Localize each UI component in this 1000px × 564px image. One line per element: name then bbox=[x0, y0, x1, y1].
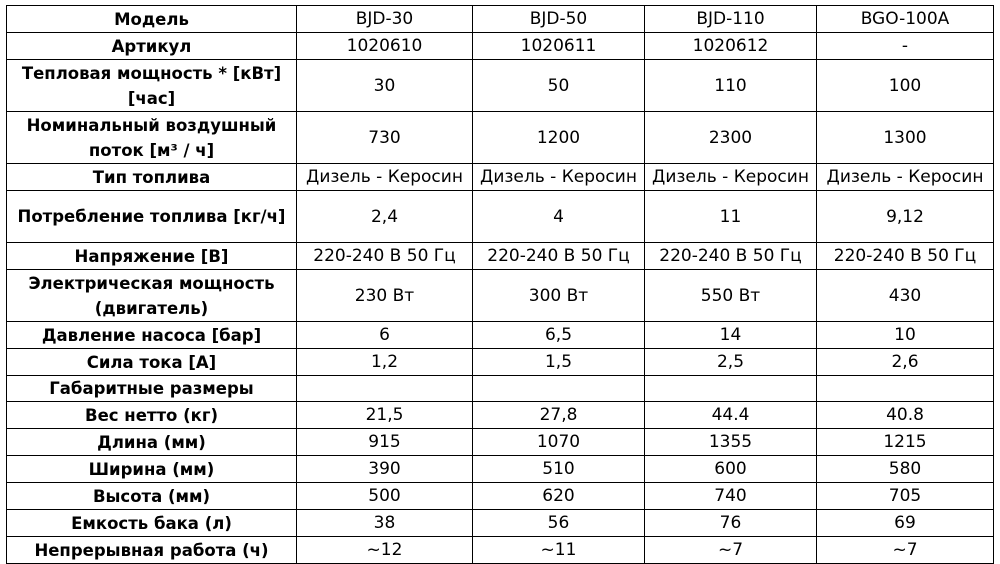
table-row bbox=[7, 191, 994, 243]
table-cell: 580 bbox=[817, 456, 994, 483]
row-label: Сила тока [А] bbox=[7, 349, 297, 376]
table-cell: 14 bbox=[645, 322, 817, 349]
table-cell: 30 bbox=[297, 60, 473, 112]
table-cell: 600 bbox=[645, 456, 817, 483]
table-row bbox=[7, 112, 994, 164]
row-label: Давление насоса [бар] bbox=[7, 322, 297, 349]
table-row bbox=[7, 33, 994, 60]
table-cell: 220-240 В 50 Гц bbox=[645, 243, 817, 270]
table-cell: 1355 bbox=[645, 429, 817, 456]
table-cell: 11 bbox=[645, 191, 817, 243]
row-label: Габаритные размеры bbox=[7, 376, 297, 402]
row-label: Артикул bbox=[7, 33, 297, 60]
specifications-table bbox=[6, 5, 994, 564]
table-cell: Дизель - Керосин bbox=[297, 164, 473, 191]
row-label: Непрерывная работа (ч) bbox=[7, 537, 297, 564]
table-cell: Дизель - Керосин bbox=[645, 164, 817, 191]
table-row bbox=[7, 6, 994, 33]
table-row bbox=[7, 270, 994, 322]
table-cell: ~11 bbox=[473, 537, 645, 564]
table-cell: 500 bbox=[297, 483, 473, 510]
table-row bbox=[7, 456, 994, 483]
table-cell bbox=[297, 376, 473, 402]
table-cell: BJD-30 bbox=[297, 6, 473, 33]
table-cell: 2300 bbox=[645, 112, 817, 164]
table-cell: Дизель - Керосин bbox=[473, 164, 645, 191]
table-cell: 230 Вт bbox=[297, 270, 473, 322]
table-cell bbox=[645, 376, 817, 402]
row-label: Номинальный воздушный поток [м³ / ч] bbox=[7, 112, 297, 164]
table-cell: 220-240 В 50 Гц bbox=[817, 243, 994, 270]
table-cell: 1215 bbox=[817, 429, 994, 456]
table-cell: BJD-110 bbox=[645, 6, 817, 33]
table-cell: - bbox=[817, 33, 994, 60]
table-cell: 705 bbox=[817, 483, 994, 510]
table-cell: 6,5 bbox=[473, 322, 645, 349]
table-cell: 1020610 bbox=[297, 33, 473, 60]
table-row bbox=[7, 243, 994, 270]
table-cell: 430 bbox=[817, 270, 994, 322]
table-cell: BGO-100A bbox=[817, 6, 994, 33]
table-cell: 40.8 bbox=[817, 402, 994, 429]
table-row bbox=[7, 429, 994, 456]
table-cell: 50 bbox=[473, 60, 645, 112]
table-cell: 1020611 bbox=[473, 33, 645, 60]
table-cell: 38 bbox=[297, 510, 473, 537]
table-cell: 2,6 bbox=[817, 349, 994, 376]
table-cell: Дизель - Керосин bbox=[817, 164, 994, 191]
table-cell: 44.4 bbox=[645, 402, 817, 429]
table-cell: 27,8 bbox=[473, 402, 645, 429]
table-row bbox=[7, 60, 994, 112]
table-cell: 510 bbox=[473, 456, 645, 483]
table-cell: 2,5 bbox=[645, 349, 817, 376]
row-label: Электрическая мощность (двигатель) bbox=[7, 270, 297, 322]
table-cell: 100 bbox=[817, 60, 994, 112]
table-cell: 620 bbox=[473, 483, 645, 510]
table-cell: 220-240 В 50 Гц bbox=[473, 243, 645, 270]
table-cell: 1300 bbox=[817, 112, 994, 164]
table-cell: 1,5 bbox=[473, 349, 645, 376]
table-cell: 76 bbox=[645, 510, 817, 537]
table-cell: 110 bbox=[645, 60, 817, 112]
table-row bbox=[7, 322, 994, 349]
table-row bbox=[7, 349, 994, 376]
table-cell: BJD-50 bbox=[473, 6, 645, 33]
row-label: Вес нетто (кг) bbox=[7, 402, 297, 429]
row-label: Потребление топлива [кг/ч] bbox=[7, 191, 297, 243]
table-row bbox=[7, 402, 994, 429]
table-cell: ~7 bbox=[817, 537, 994, 564]
table-cell: 4 bbox=[473, 191, 645, 243]
row-label: Модель bbox=[7, 6, 297, 33]
table-cell: 69 bbox=[817, 510, 994, 537]
table-cell bbox=[473, 376, 645, 402]
row-label: Ширина (мм) bbox=[7, 456, 297, 483]
table-cell: 220-240 В 50 Гц bbox=[297, 243, 473, 270]
row-label: Емкость бака (л) bbox=[7, 510, 297, 537]
table-row bbox=[7, 164, 994, 191]
table-cell: 1,2 bbox=[297, 349, 473, 376]
table-cell: ~7 bbox=[645, 537, 817, 564]
table-cell: 740 bbox=[645, 483, 817, 510]
table-row bbox=[7, 376, 994, 402]
table-row bbox=[7, 537, 994, 564]
row-label: Длина (мм) bbox=[7, 429, 297, 456]
table-cell: 1070 bbox=[473, 429, 645, 456]
table-row bbox=[7, 510, 994, 537]
table-cell: 6 bbox=[297, 322, 473, 349]
row-label: Тепловая мощность * [кВт] [час] bbox=[7, 60, 297, 112]
table-cell: 2,4 bbox=[297, 191, 473, 243]
row-label: Напряжение [В] bbox=[7, 243, 297, 270]
row-label: Тип топлива bbox=[7, 164, 297, 191]
table-cell: 1020612 bbox=[645, 33, 817, 60]
table-cell: 10 bbox=[817, 322, 994, 349]
table-cell bbox=[817, 376, 994, 402]
table-cell: ~12 bbox=[297, 537, 473, 564]
table-cell: 300 Вт bbox=[473, 270, 645, 322]
table-cell: 1200 bbox=[473, 112, 645, 164]
table-cell: 915 bbox=[297, 429, 473, 456]
table-cell: 21,5 bbox=[297, 402, 473, 429]
row-label: Высота (мм) bbox=[7, 483, 297, 510]
table-cell: 56 bbox=[473, 510, 645, 537]
table-cell: 730 bbox=[297, 112, 473, 164]
table-cell: 550 Вт bbox=[645, 270, 817, 322]
table-cell: 390 bbox=[297, 456, 473, 483]
table-cell: 9,12 bbox=[817, 191, 994, 243]
table-row bbox=[7, 483, 994, 510]
